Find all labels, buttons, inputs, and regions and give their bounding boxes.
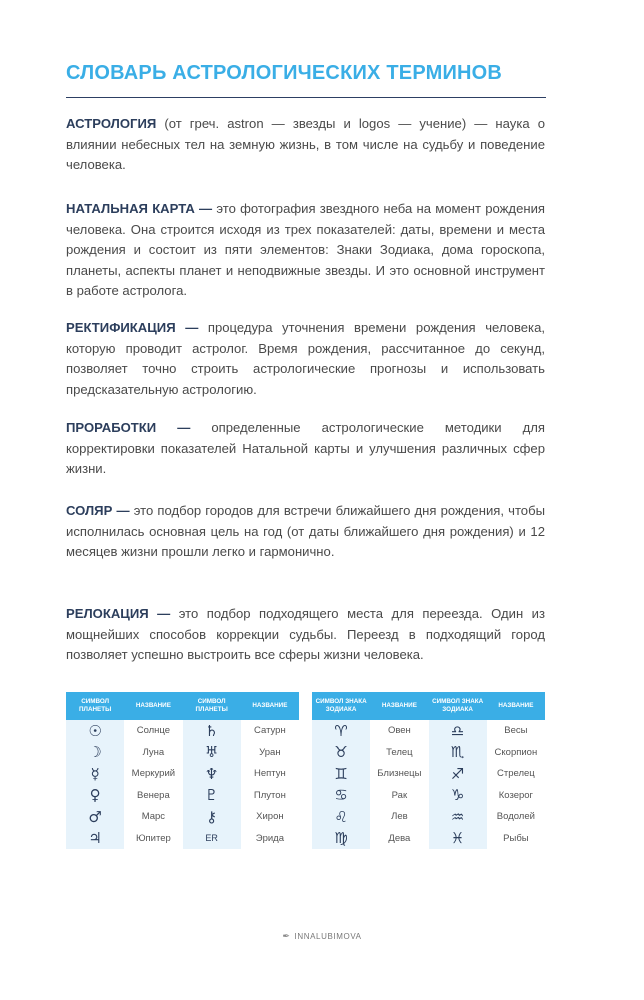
table-row	[312, 806, 545, 828]
eris-symbol-icon: ER	[183, 828, 241, 850]
header-name: НАЗВАНИЕ	[370, 692, 428, 720]
chiron-symbol-icon: ⚷	[183, 806, 241, 828]
entry-term: СОЛЯР —	[66, 503, 130, 518]
planet-name: Эрида	[241, 828, 299, 850]
table-header-row	[66, 692, 299, 720]
table-row	[312, 720, 545, 742]
title-divider	[66, 97, 546, 98]
page-footer	[0, 931, 644, 942]
entry-text: процедура уточнения времени рождения человека, которую проводит астролог. Время рождения, рассчитанное до секунд, позволяет точно строить астрологические прогнозы и использовать предсказательную астрологию.	[66, 320, 545, 397]
sign-name: Близнецы	[370, 763, 428, 785]
scorpio-symbol-icon: ♏	[429, 742, 487, 764]
entry-text: (от греч. astron — звезды и logos — учение) — наука о влиянии небесных тел на земную жизнь, в том числе на судьбу и поведение человека.	[66, 116, 545, 172]
planet-name: Плутон	[241, 785, 299, 807]
aries-symbol-icon: ♈	[312, 720, 370, 742]
footer-brand: INNALUBIMOVA	[294, 932, 362, 941]
entry-term: ПРОРАБОТКИ —	[66, 420, 191, 435]
planet-name: Нептун	[241, 763, 299, 785]
mars-symbol-icon: ♂	[66, 806, 124, 828]
page-title: СЛОВАРЬ АСТРОЛОГИЧЕСКИХ ТЕРМИНОВ	[66, 62, 503, 84]
sign-name: Лев	[370, 806, 428, 828]
sign-name: Водолей	[487, 806, 545, 828]
table-row	[312, 785, 545, 807]
entry-term: РЕКТИФИКАЦИЯ —	[66, 320, 199, 335]
planets-table	[66, 692, 299, 849]
sign-name: Козерог	[487, 785, 545, 807]
table-header-row	[312, 692, 545, 720]
header-sign-symbol: СИМВОЛ ЗНАКА ЗОДИАКА	[429, 692, 487, 720]
sign-name: Весы	[487, 720, 545, 742]
planet-name: Марс	[124, 806, 182, 828]
table-row	[312, 763, 545, 785]
table-row	[312, 742, 545, 764]
table-row	[312, 828, 545, 850]
planet-name: Солнце	[124, 720, 182, 742]
entry-astrology	[66, 114, 545, 176]
entry-term: НАТАЛЬНАЯ КАРТА —	[66, 201, 213, 216]
planet-name: Юпитер	[124, 828, 182, 850]
entry-rectification	[66, 318, 545, 400]
planet-name: Луна	[124, 742, 182, 764]
entry-relocation	[66, 604, 545, 666]
sign-name: Стрелец	[487, 763, 545, 785]
sign-name: Рыбы	[487, 828, 545, 850]
entry-text: это подбор подходящего места для переезда. Один из мощнейших способов коррекции судьбы. Переезд в подходящий город позволяет успешно выстроить все сферы жизни человека.	[66, 606, 545, 662]
sign-name: Скорпион	[487, 742, 545, 764]
venus-symbol-icon: ♀	[66, 785, 124, 807]
jupiter-symbol-icon: ♃	[66, 828, 124, 850]
table-row	[66, 742, 299, 764]
capricorn-symbol-icon: ♑	[429, 785, 487, 807]
gemini-symbol-icon: ♊	[312, 763, 370, 785]
leo-symbol-icon: ♌	[312, 806, 370, 828]
planet-name: Сатурн	[241, 720, 299, 742]
planet-name: Венера	[124, 785, 182, 807]
libra-symbol-icon: ♎	[429, 720, 487, 742]
header-sign-symbol: СИМВОЛ ЗНАКА ЗОДИАКА	[312, 692, 370, 720]
uranus-symbol-icon: ♅	[183, 742, 241, 764]
sign-name: Дева	[370, 828, 428, 850]
moon-symbol-icon: ☽	[66, 742, 124, 764]
entry-solar	[66, 501, 545, 563]
zodiac-signs-table	[312, 692, 545, 849]
cancer-symbol-icon: ♋	[312, 785, 370, 807]
entry-term: РЕЛОКАЦИЯ —	[66, 606, 171, 621]
header-name: НАЗВАНИЕ	[241, 692, 299, 720]
table-row	[66, 828, 299, 850]
table-row	[66, 720, 299, 742]
header-name: НАЗВАНИЕ	[487, 692, 545, 720]
entry-text: это фотография звездного неба на момент рождения человека. Она строится исходя из трех показателей: даты, времени и места рождения и состоит из пяти элементов: Знаки Зодиака, дома гороскопа, планеты, аспекты планет и неподвижные звезды. И это основной инструмент в работе астролога.	[66, 201, 545, 298]
entry-text: определенные астрологические методики для корректировки показателей Натальной карты и улучшения различных сфер жизни.	[66, 420, 545, 476]
saturn-symbol-icon: ♄	[183, 720, 241, 742]
sagittarius-symbol-icon: ♐	[429, 763, 487, 785]
virgo-symbol-icon: ♍	[312, 828, 370, 850]
entry-text: это подбор городов для встречи ближайшего дня рождения, чтобы исполнилась основная цель на год (от даты ближайшего дня рождения) и 12 месяцев жизни прошли легко и гармонично.	[66, 503, 545, 559]
planet-name: Хирон	[241, 806, 299, 828]
table-row	[66, 785, 299, 807]
table-row	[66, 763, 299, 785]
table-row	[66, 806, 299, 828]
header-planet-symbol: СИМВОЛ ПЛАНЕТЫ	[66, 692, 124, 720]
planet-name: Уран	[241, 742, 299, 764]
mercury-symbol-icon: ☿	[66, 763, 124, 785]
entry-natal-chart	[66, 199, 545, 302]
sun-symbol-icon: ☉	[66, 720, 124, 742]
quill-icon: ✒	[282, 931, 291, 941]
sign-name: Овен	[370, 720, 428, 742]
pluto-symbol-icon: ♇	[183, 785, 241, 807]
neptune-symbol-icon: ♆	[183, 763, 241, 785]
sign-name: Телец	[370, 742, 428, 764]
aquarius-symbol-icon: ♒	[429, 806, 487, 828]
entry-workings	[66, 418, 545, 480]
pisces-symbol-icon: ♓	[429, 828, 487, 850]
planet-name: Меркурий	[124, 763, 182, 785]
header-name: НАЗВАНИЕ	[124, 692, 182, 720]
entry-term: АСТРОЛОГИЯ	[66, 116, 157, 131]
header-planet-symbol: СИМВОЛ ПЛАНЕТЫ	[183, 692, 241, 720]
sign-name: Рак	[370, 785, 428, 807]
taurus-symbol-icon: ♉	[312, 742, 370, 764]
